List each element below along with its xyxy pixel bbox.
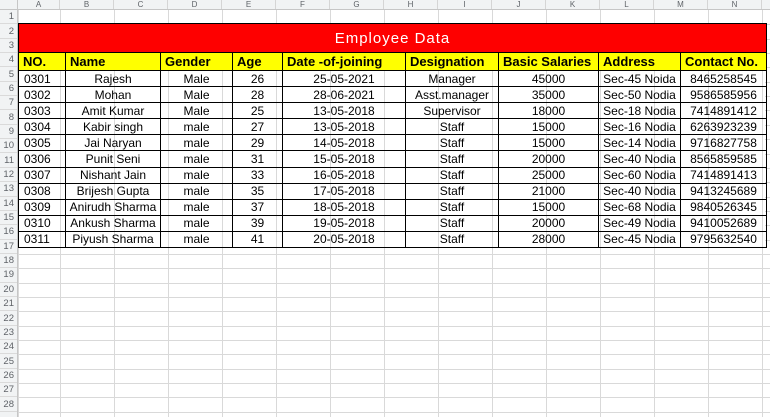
row-header-23[interactable]: 23	[0, 326, 17, 340]
table-cell[interactable]: 20-05-2018	[283, 232, 406, 247]
table-cell[interactable]: Sec-49 Nodia	[599, 216, 681, 231]
table-cell[interactable]: 26	[233, 71, 283, 86]
row-header-9[interactable]: 9	[0, 125, 17, 139]
row-header-8[interactable]: 8	[0, 110, 17, 124]
table-cell[interactable]: male	[161, 135, 233, 150]
table-cell[interactable]: 37	[233, 200, 283, 215]
column-header-A[interactable]: A	[18, 0, 60, 9]
table-cell[interactable]: Staff	[406, 151, 499, 166]
column-header-I[interactable]: I	[438, 0, 492, 9]
table-cell[interactable]: 18-05-2018	[283, 200, 406, 215]
row-header-6[interactable]: 6	[0, 82, 17, 96]
table-cell[interactable]: Staff	[406, 119, 499, 134]
table-title-banner[interactable]	[19, 24, 766, 53]
table-cell[interactable]: Sec-14 Nodia	[599, 135, 681, 150]
table-cell[interactable]: 6263923239	[690, 119, 757, 134]
gridline	[18, 383, 770, 384]
header-cell-gender[interactable]: Gender	[161, 53, 233, 70]
column-header-C[interactable]: C	[114, 0, 168, 9]
gridline	[18, 340, 770, 341]
row-header-11[interactable]: 11	[0, 154, 17, 168]
column-header-N[interactable]: N	[708, 0, 762, 9]
table-cell[interactable]: 9413245689	[690, 184, 757, 199]
column-header-H[interactable]: H	[384, 0, 438, 9]
table-cell[interactable]: 45000	[499, 71, 599, 86]
row-header-12[interactable]: 12	[0, 168, 17, 182]
gridline	[18, 297, 770, 298]
row-header-5[interactable]: 5	[0, 67, 17, 81]
table-cell[interactable]: Staff	[406, 184, 499, 199]
row-header-18[interactable]: 18	[0, 254, 17, 268]
row-header-24[interactable]: 24	[0, 340, 17, 354]
table-row	[19, 135, 766, 151]
gridline	[18, 369, 770, 370]
table-cell[interactable]: 13-05-2018	[283, 103, 406, 118]
table-cell[interactable]: 0306	[19, 151, 66, 166]
row-header-28[interactable]: 28	[0, 397, 17, 411]
table-cell[interactable]: 15-05-2018	[283, 151, 406, 166]
table-cell[interactable]: 0311	[19, 232, 66, 247]
table-cell[interactable]: 25-05-2021	[283, 71, 406, 86]
table-row	[19, 103, 766, 119]
table-cell[interactable]: 35000	[499, 87, 599, 102]
header-cell-age[interactable]: Age	[233, 53, 283, 70]
table-cell[interactable]: 28-06-2021	[283, 87, 406, 102]
row-header-16[interactable]: 16	[0, 225, 17, 239]
row-header-17[interactable]: 17	[0, 240, 17, 254]
table-cell[interactable]: Kabir singh	[66, 119, 161, 134]
column-header-B[interactable]: B	[60, 0, 114, 9]
column-header-M[interactable]: M	[654, 0, 708, 9]
header-cell-date-of-joining[interactable]: Date -of-joining	[283, 53, 406, 70]
table-cell[interactable]: Sec-16 Nodia	[599, 119, 681, 134]
table-cell[interactable]: male	[161, 216, 233, 231]
table-cell[interactable]: 9840526345	[690, 200, 757, 215]
column-header-F[interactable]: F	[276, 0, 330, 9]
table-cell[interactable]: 31	[233, 151, 283, 166]
column-header-strip	[0, 0, 770, 10]
row-header-strip	[0, 10, 18, 417]
table-cell[interactable]: 0309	[19, 200, 66, 215]
table-cell[interactable]: male	[161, 200, 233, 215]
gridline	[18, 311, 770, 312]
table-cell[interactable]: Punit Seni	[66, 151, 161, 166]
table-cell[interactable]: 39	[233, 216, 283, 231]
header-cell-basic-salaries[interactable]: Basic Salaries	[499, 53, 599, 70]
table-cell[interactable]: 28	[233, 87, 283, 102]
gridline	[18, 397, 770, 398]
table-cell[interactable]: 9410052689	[690, 216, 757, 231]
table-cell[interactable]: 35	[233, 184, 283, 199]
table-cell[interactable]: 7414891413	[690, 168, 757, 183]
column-header-K[interactable]: K	[546, 0, 600, 9]
row-header-14[interactable]: 14	[0, 197, 17, 211]
table-cell[interactable]: Piyush Sharma	[66, 232, 161, 247]
table-cell[interactable]: Sec-40 Nodia	[599, 184, 681, 199]
table-row	[19, 216, 766, 232]
table-cell[interactable]: Staff	[406, 232, 499, 247]
table-cell[interactable]: 18000	[499, 103, 599, 118]
table-cell[interactable]: 9716827758	[690, 135, 757, 150]
table-cell[interactable]: 0301	[19, 71, 66, 86]
row-header-1[interactable]: 1	[0, 10, 17, 24]
table-cell[interactable]: male	[161, 232, 233, 247]
row-header-26[interactable]: 26	[0, 369, 17, 383]
column-header-D[interactable]: D	[168, 0, 222, 9]
table-cell[interactable]: Staff	[406, 168, 499, 183]
table-cell[interactable]: Staff	[406, 216, 499, 231]
table-cell[interactable]: Male	[161, 87, 233, 102]
gridline	[18, 412, 770, 413]
table-cell[interactable]: Amit Kumar	[66, 103, 161, 118]
table-cell[interactable]: Ankush Sharma	[66, 216, 161, 231]
table-row	[19, 168, 766, 184]
table-cell[interactable]: Sec-18 Nodia	[599, 103, 681, 118]
employee-table	[18, 23, 767, 248]
table-cell[interactable]: 29	[233, 135, 283, 150]
table-cell[interactable]: 0305	[19, 135, 66, 150]
table-cell[interactable]: 15000	[499, 119, 599, 134]
row-header-27[interactable]: 27	[0, 383, 17, 397]
header-cell-contact-no[interactable]: Contact No.	[681, 53, 766, 70]
table-cell[interactable]: male	[161, 119, 233, 134]
table-cell[interactable]: 0304	[19, 119, 66, 134]
table-cell[interactable]: Staff	[406, 200, 499, 215]
gridline	[18, 268, 770, 269]
table-row	[19, 184, 766, 200]
table-cell[interactable]: 21000	[499, 184, 599, 199]
table-body	[19, 71, 766, 247]
table-cell[interactable]: 20000	[499, 216, 599, 231]
header-cell-address[interactable]: Address	[599, 53, 681, 70]
table-cell[interactable]: Manager	[406, 71, 499, 86]
column-header-G[interactable]: G	[330, 0, 384, 9]
select-all-corner[interactable]	[0, 0, 18, 10]
row-header-19[interactable]: 19	[0, 268, 17, 282]
table-cell[interactable]: 0302	[19, 87, 66, 102]
table-cell[interactable]: male	[161, 168, 233, 183]
table-cell[interactable]: 8565859585	[690, 152, 757, 167]
table-title: Employee Data	[334, 29, 451, 47]
table-cell[interactable]: 8465258545	[690, 71, 757, 86]
table-cell[interactable]: 17-05-2018	[283, 184, 406, 199]
table-row	[19, 200, 766, 216]
table-cell[interactable]: male	[161, 151, 233, 166]
gridline	[18, 283, 770, 284]
table-cell[interactable]: male	[161, 184, 233, 199]
gridline	[18, 254, 770, 255]
table-cell[interactable]: Asst.manager	[406, 87, 499, 102]
row-header-10[interactable]: 10	[0, 139, 17, 153]
table-cell[interactable]: Nishant Jain	[66, 168, 161, 183]
table-cell[interactable]: Brijesh Gupta	[66, 184, 161, 199]
header-cell-no[interactable]: NO.	[19, 53, 66, 70]
table-row	[19, 87, 766, 103]
table-cell[interactable]: 33	[233, 168, 283, 183]
row-header-13[interactable]: 13	[0, 182, 17, 196]
table-cell[interactable]: Supervisor	[406, 103, 499, 118]
header-cell-name[interactable]: Name	[66, 53, 161, 70]
table-cell[interactable]: 0308	[19, 184, 66, 199]
table-row	[19, 119, 766, 135]
table-cell[interactable]: Sec-50 Nodia	[599, 87, 681, 102]
row-header-15[interactable]: 15	[0, 211, 17, 225]
row-header-4[interactable]: 4	[0, 53, 17, 67]
row-header-20[interactable]: 20	[0, 283, 17, 297]
table-cell[interactable]: 15000	[499, 200, 599, 215]
table-cell[interactable]: Sec-60 Nodia	[599, 168, 681, 183]
table-cell[interactable]: Rajesh	[66, 71, 161, 86]
table-cell[interactable]: 13-05-2018	[283, 119, 406, 134]
table-cell[interactable]: Mohan	[66, 87, 161, 102]
table-row	[19, 71, 766, 87]
table-cell[interactable]: 28000	[499, 232, 599, 247]
table-cell[interactable]: 0307	[19, 168, 66, 183]
table-cell[interactable]: Male	[161, 71, 233, 86]
column-header-L[interactable]: L	[600, 0, 654, 9]
row-header-21[interactable]: 21	[0, 297, 17, 311]
row-header-3[interactable]: 3	[0, 39, 17, 53]
table-cell[interactable]: 9795632540	[690, 232, 757, 247]
table-cell[interactable]: 25000	[499, 168, 599, 183]
table-cell[interactable]: 16-05-2018	[283, 168, 406, 183]
table-cell[interactable]: 0310	[19, 216, 66, 231]
header-cell-designation[interactable]: Designation	[406, 53, 499, 70]
table-cell[interactable]: Sec-45 Nodia	[599, 232, 681, 247]
table-cell[interactable]: 0303	[19, 103, 66, 118]
gridline	[18, 326, 770, 327]
row-header-25[interactable]: 25	[0, 354, 17, 368]
table-cell[interactable]: 9586585956	[690, 87, 757, 102]
table-cell[interactable]: Male	[161, 103, 233, 118]
row-header-22[interactable]: 22	[0, 311, 17, 325]
table-cell[interactable]: Sec-40 Nodia	[599, 151, 681, 166]
table-cell[interactable]: Sec-68 Nodia	[599, 200, 681, 215]
row-header-7[interactable]: 7	[0, 96, 17, 110]
table-cell[interactable]: Staff	[406, 135, 499, 150]
column-header-J[interactable]: J	[492, 0, 546, 9]
gridline	[18, 354, 770, 355]
table-cell[interactable]: Jai Naryan	[66, 135, 161, 150]
table-row	[19, 232, 766, 247]
table-cell[interactable]: 41	[233, 232, 283, 247]
table-cell[interactable]: Anirudh Sharma	[66, 200, 161, 215]
table-cell[interactable]: 19-05-2018	[283, 216, 406, 231]
column-header-E[interactable]: E	[222, 0, 276, 9]
table-row	[19, 151, 766, 167]
table-header-row	[19, 53, 766, 71]
table-cell[interactable]: 7414891412	[690, 103, 757, 118]
table-cell[interactable]: 15000	[499, 135, 599, 150]
table-cell[interactable]: Sec-45 Noida	[599, 71, 681, 86]
table-cell[interactable]: 14-05-2018	[283, 135, 406, 150]
table-cell[interactable]: 27	[233, 119, 283, 134]
table-cell[interactable]: 20000	[499, 151, 599, 166]
row-header-2[interactable]: 2	[0, 24, 17, 38]
table-cell[interactable]: 25	[233, 103, 283, 118]
